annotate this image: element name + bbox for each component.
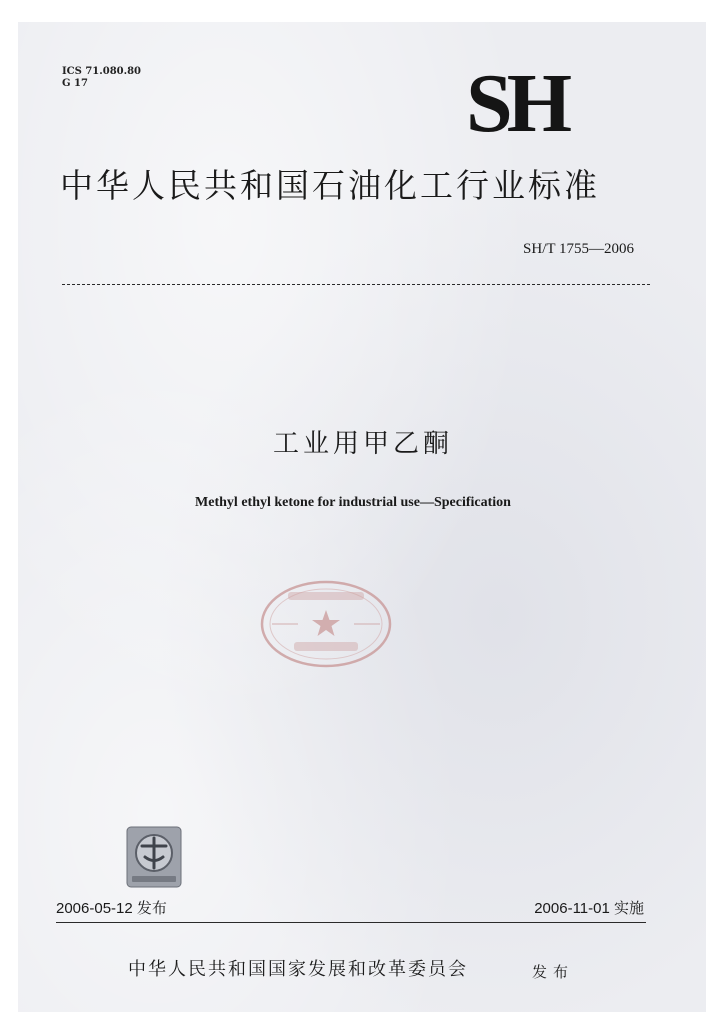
standard-code: SH/T 1755—2006 bbox=[523, 241, 634, 257]
implementation-date: 2006-11-01 实施 bbox=[534, 900, 644, 917]
official-seal-stamp bbox=[258, 578, 394, 670]
classification-codes bbox=[62, 66, 141, 90]
ccs-code: G 17 bbox=[62, 78, 88, 89]
document-title-en: Methyl ethyl ketone for industrial use—Specification bbox=[195, 495, 511, 510]
publish-label: 发布 bbox=[532, 963, 575, 981]
header-divider bbox=[62, 284, 650, 285]
standard-category-title: 中华人民共和国石油化工行业标准 bbox=[60, 166, 600, 205]
sh-logo: SH bbox=[466, 57, 567, 150]
ics-code: ICS 71.080.80 bbox=[62, 66, 142, 77]
footer-divider bbox=[56, 922, 646, 923]
document-title-cn: 工业用甲乙酮 bbox=[272, 429, 453, 459]
publisher-name: 中华人民共和国国家发展和改革委员会 bbox=[128, 959, 468, 980]
issue-date: 2006-05-12 发布 bbox=[56, 900, 167, 917]
publisher-emblem bbox=[126, 826, 182, 888]
